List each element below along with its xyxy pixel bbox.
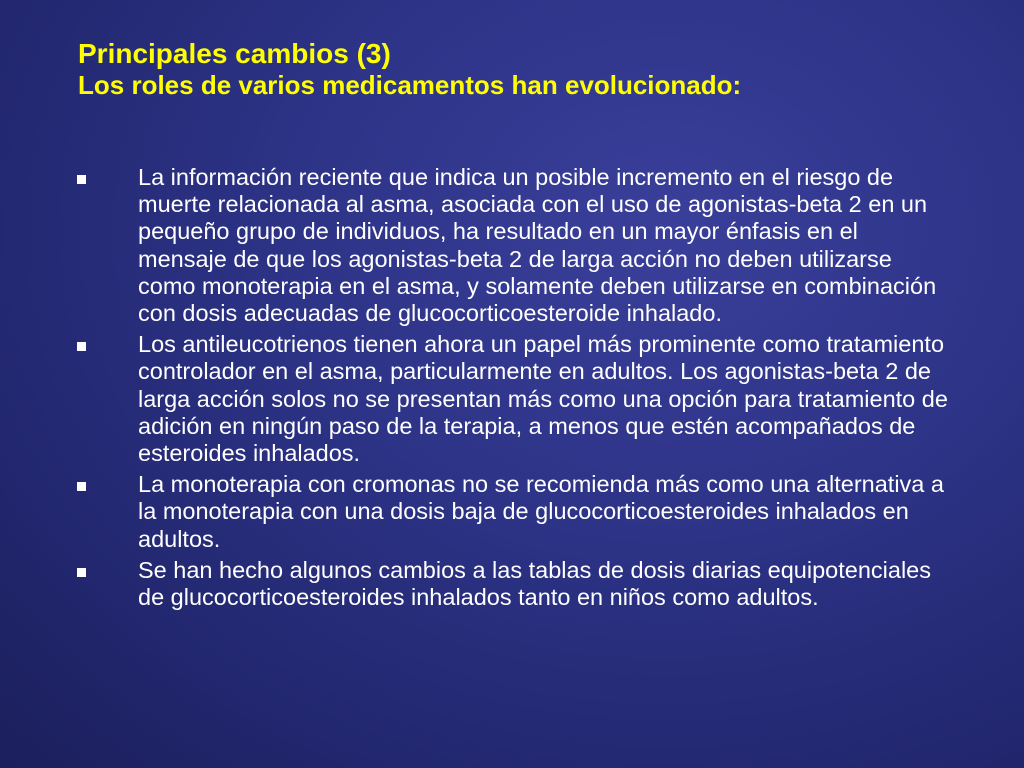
bullet-text: Los antileucotrienos tienen ahora un papel más prominente como tratamiento controlador en el asma, particularmente en adultos. Los agonistas-beta 2 de larga acción solos no se presentan más como una opción para tratamiento de adición en ningún paso de la terapia, a menos que estén acompañados de esteroides inhalados. <box>138 331 948 467</box>
bullet-item <box>72 557 952 611</box>
title-block <box>78 38 978 100</box>
bullet-item <box>72 331 952 467</box>
square-bullet-icon <box>77 568 86 577</box>
bullet-text: La monoterapia con cromonas no se recomienda más como una alternativa a la monoterapia con una dosis baja de glucocorticoesteroides inhalados en adultos. <box>138 471 944 552</box>
square-bullet-icon <box>77 342 86 351</box>
slide-title: Principales cambios (3) <box>78 38 391 69</box>
bullet-text: Se han hecho algunos cambios a las tablas de dosis diarias equipotenciales de glucocorticoesteroides inhalados tanto en niños como adultos. <box>138 556 931 611</box>
bullet-text: La información reciente que indica un posible incremento en el riesgo de muerte relacionada al asma, asociada con el uso de agonistas-beta 2 en un pequeño grupo de individuos, ha resultado en un mayor énfasis en el mensaje de que los agonistas-beta 2 de larga acción no deben utilizarse como monoterapia en el asma, y solamente deben utilizarse en combinación con dosis adecuadas de glucocorticoesteroide inhalado. <box>138 164 937 327</box>
slide-subtitle: Los roles de varios medicamentos han evolucionado: <box>78 70 742 100</box>
square-bullet-icon <box>77 482 86 491</box>
square-bullet-icon <box>77 175 86 184</box>
bullet-item <box>72 471 952 553</box>
bullet-item <box>72 164 952 327</box>
bullet-list <box>72 164 952 615</box>
